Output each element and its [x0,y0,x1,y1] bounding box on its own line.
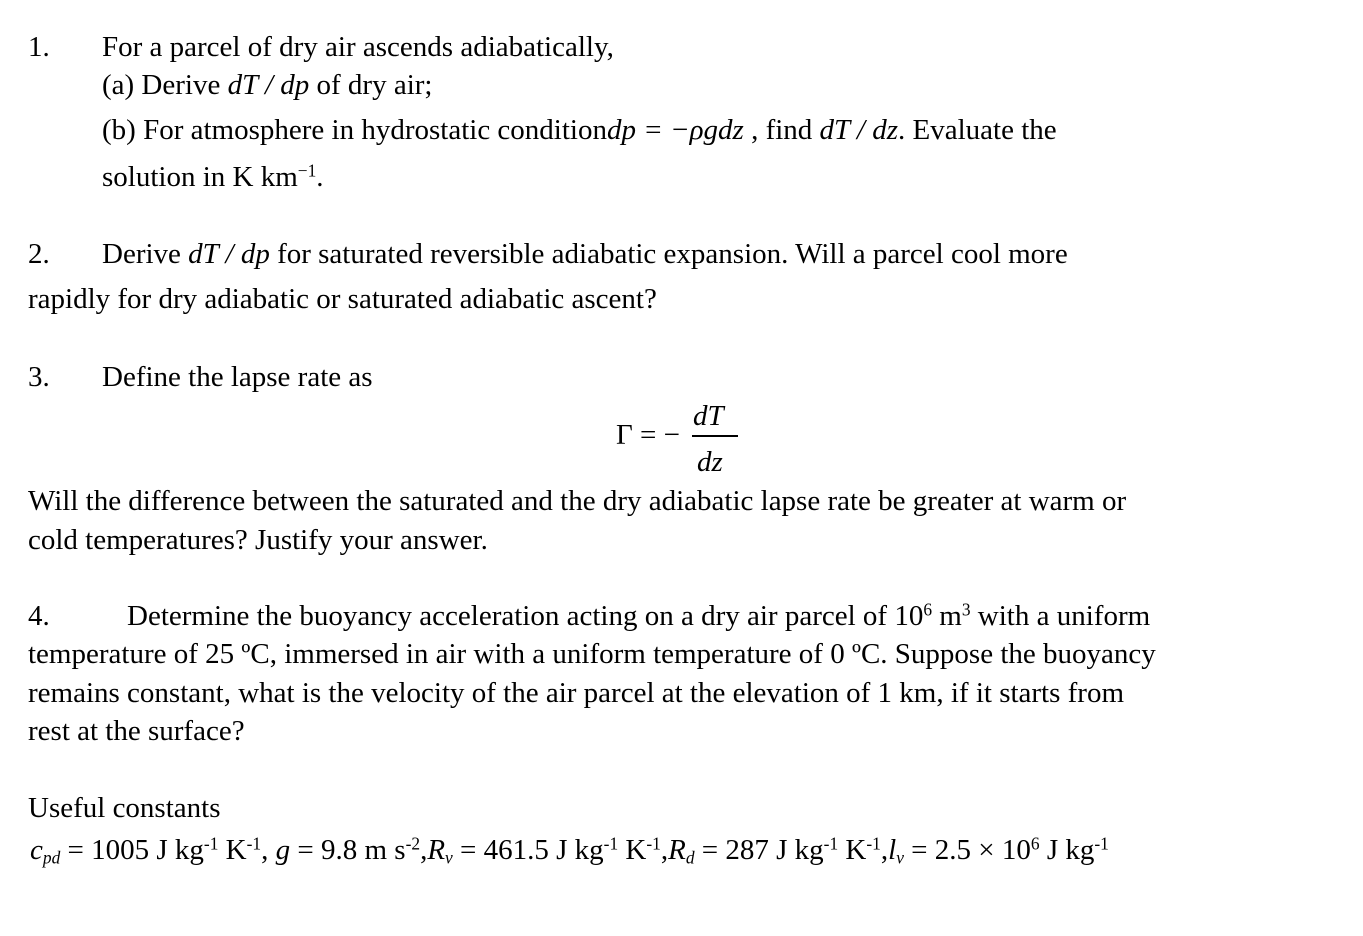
rv-symbol: R [427,834,446,866]
rv-sup1: -1 [603,833,619,854]
q4-line3: remains constant, what is the velocity of the air parcel at the elevation of 1 km, if it starts from [28,677,1125,709]
q3-line2: cold temperatures? Justify your answer. [28,524,488,556]
q1a-suffix: of dry air; [309,69,433,101]
lv-symbol: l [888,834,897,866]
q1b-prefix: (b) For atmosphere in hydrostatic condition [102,114,607,146]
q2-number: 2. [28,238,50,270]
g-sup: -2 [405,833,421,854]
sep4: , [880,834,889,866]
sep2: , [420,834,428,866]
q1-part-b-line2 [102,160,324,193]
q3-formula-numerator: dT [693,400,724,432]
q4-number: 4. [28,600,50,632]
rd-value: = 287 J kg [694,834,824,866]
rv-subscript: v [445,847,453,868]
cpd-sup1: -1 [203,833,219,854]
q2-line1 [102,240,1068,269]
cpd-value: = 1005 J kg [60,834,204,866]
q3-number: 3. [28,361,50,393]
sep1: , [261,834,276,866]
constants-heading: Useful constants [28,792,221,824]
rv-mid: K [618,834,647,866]
q4-line2: temperature of 25 ºC, immersed in air with a uniform temperature of 0 ºC. Suppose the buoyancy [28,638,1156,670]
rd-symbol: R [668,834,686,866]
q1b-line2-sup: −1 [297,160,317,181]
rd-mid: K [838,834,867,866]
q1b-expr: dp = −ρgdz [606,114,744,146]
rd-subscript: d [685,847,695,868]
constants-line [30,833,1109,868]
cpd-symbol: c [30,834,43,866]
rd-sup1: -1 [823,833,839,854]
q4-line1-prefix: Determine the buoyancy acceleration acting on a dry air parcel of 10 [127,600,924,632]
q1-part-b [102,116,1057,145]
q4-line1-sup1: 6 [923,599,933,620]
q1-stem: For a parcel of dry air ascends adiabatically, [102,31,614,63]
q4-line1 [127,599,1151,632]
q4-line1-sup2: 3 [961,599,971,620]
cpd-subscript: pd [42,847,61,868]
sep3: , [660,834,669,866]
rd-sup2: -1 [866,833,881,854]
q1a-expr: dT / dp [227,69,310,101]
q3-intro: Define the lapse rate as [102,361,373,393]
q4-line1-mid: m [932,600,962,632]
cpd-sup2: -1 [246,833,262,854]
q2-suffix: for saturated reversible adiabatic expansion. Will a parcel cool more [269,238,1068,270]
q2-prefix: Derive [102,238,189,270]
rv-value: = 461.5 J kg [452,834,604,866]
q2-expr: dT / dp [188,238,270,270]
q3-fraction-bar [692,435,738,437]
q3-line1: Will the difference between the saturated and the dry adiabatic lapse rate be greater at warm or [28,485,1127,517]
g-value: = 9.8 m s [290,834,406,866]
rv-sup2: -1 [646,833,661,854]
q1a-prefix: (a) Derive [102,69,228,101]
q1b-mid: , find [743,114,820,146]
lv-unit-sup: -1 [1094,833,1109,854]
q3-formula-lhs: Γ = − [616,419,680,451]
q1b-line2-suffix: . [316,161,324,193]
cpd-unit-mid: K [218,834,247,866]
q1-part-a [102,71,432,100]
lv-value: = 2.5 × 10 [903,834,1031,866]
q4-line1-suffix: with a uniform [970,600,1151,632]
lv-subscript: v [896,847,904,868]
q3-formula-denominator: dz [697,446,723,478]
q1b-suffix: . Evaluate the [898,114,1057,146]
lv-unit: J kg [1039,834,1095,866]
lv-sup: 6 [1030,833,1040,854]
q1-number: 1. [28,31,50,63]
q1b-line2-prefix: solution in K km [102,161,298,193]
g-symbol: g [275,834,291,866]
q1b-expr2: dT / dz [819,114,898,146]
q4-line4: rest at the surface? [28,715,245,747]
q2-line2: rapidly for dry adiabatic or saturated adiabatic ascent? [28,283,657,315]
